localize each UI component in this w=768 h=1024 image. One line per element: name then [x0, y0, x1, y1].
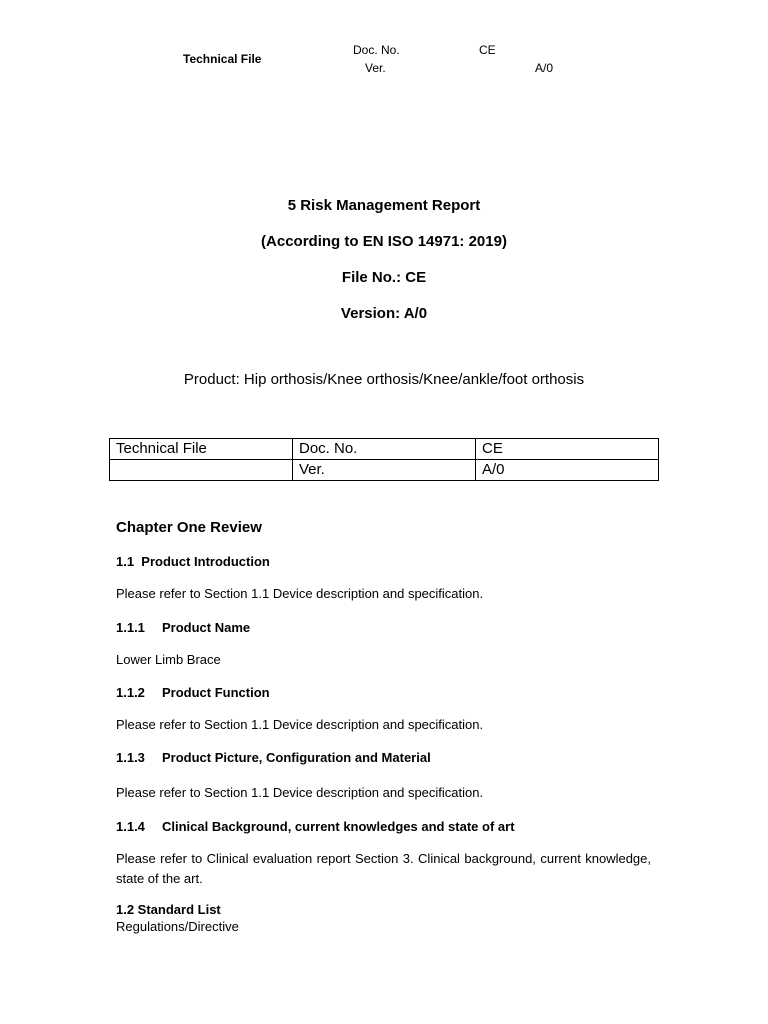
section-1-1-1-text: Lower Limb Brace — [116, 652, 221, 667]
info-ver-value: A/0 — [476, 460, 659, 481]
section-1-1-3-text: Please refer to Section 1.1 Device description and specification. — [116, 785, 484, 800]
info-table-row — [110, 439, 659, 460]
info-empty-cell — [110, 460, 293, 481]
info-ver-label: Ver. — [293, 460, 476, 481]
section-1-2-title: 1.2 Standard List — [116, 902, 221, 917]
section-1-1-2-text: Please refer to Section 1.1 Device description and specification. — [116, 717, 484, 732]
info-table-row — [110, 460, 659, 481]
report-title: 5 Risk Management Report — [287, 197, 481, 214]
product-line: Product: Hip orthosis/Knee orthosis/Knee/ankle/foot orthosis — [183, 371, 585, 388]
section-1-1-2-number: 1.1.2 — [116, 685, 145, 700]
report-file-no: File No.: CE — [341, 269, 427, 286]
header-doc-no-value: CE — [479, 43, 496, 57]
info-technical-file: Technical File — [110, 439, 293, 460]
section-1-1-2-title: Product Function — [162, 685, 270, 700]
section-1-1-3-number: 1.1.3 — [116, 750, 145, 765]
section-1-1-4-text: Please refer to Clinical evaluation report Section 3. Clinical background, current knowledge, state of the art. — [116, 851, 651, 886]
section-1-2-text: Regulations/Directive — [116, 919, 239, 934]
header-doc-no-label: Doc. No. — [353, 43, 400, 57]
chapter-title: Chapter One Review — [116, 519, 262, 536]
section-1-1-title: 1.1 Product Introduction — [116, 554, 270, 569]
section-1-1-1-title: Product Name — [162, 620, 251, 635]
report-version: Version: A/0 — [340, 305, 428, 322]
info-doc-no-value: CE — [476, 439, 659, 460]
info-table — [109, 438, 659, 481]
header-ver-value: A/0 — [535, 61, 554, 75]
section-1-1-4-number: 1.1.4 — [116, 819, 145, 834]
header-ver-label: Ver. — [365, 61, 386, 75]
report-standard: (According to EN ISO 14971: 2019) — [261, 233, 507, 250]
info-doc-no-label: Doc. No. — [293, 439, 476, 460]
section-1-1-1-number: 1.1.1 — [116, 620, 145, 635]
section-1-1-4-title: Clinical Background, current knowledges and state of art — [162, 819, 515, 834]
section-1-1-text: Please refer to Section 1.1 Device description and specification. — [116, 586, 484, 601]
header-technical-file: Technical File — [183, 52, 262, 66]
section-1-1-3-title: Product Picture, Configuration and Material — [162, 750, 431, 765]
